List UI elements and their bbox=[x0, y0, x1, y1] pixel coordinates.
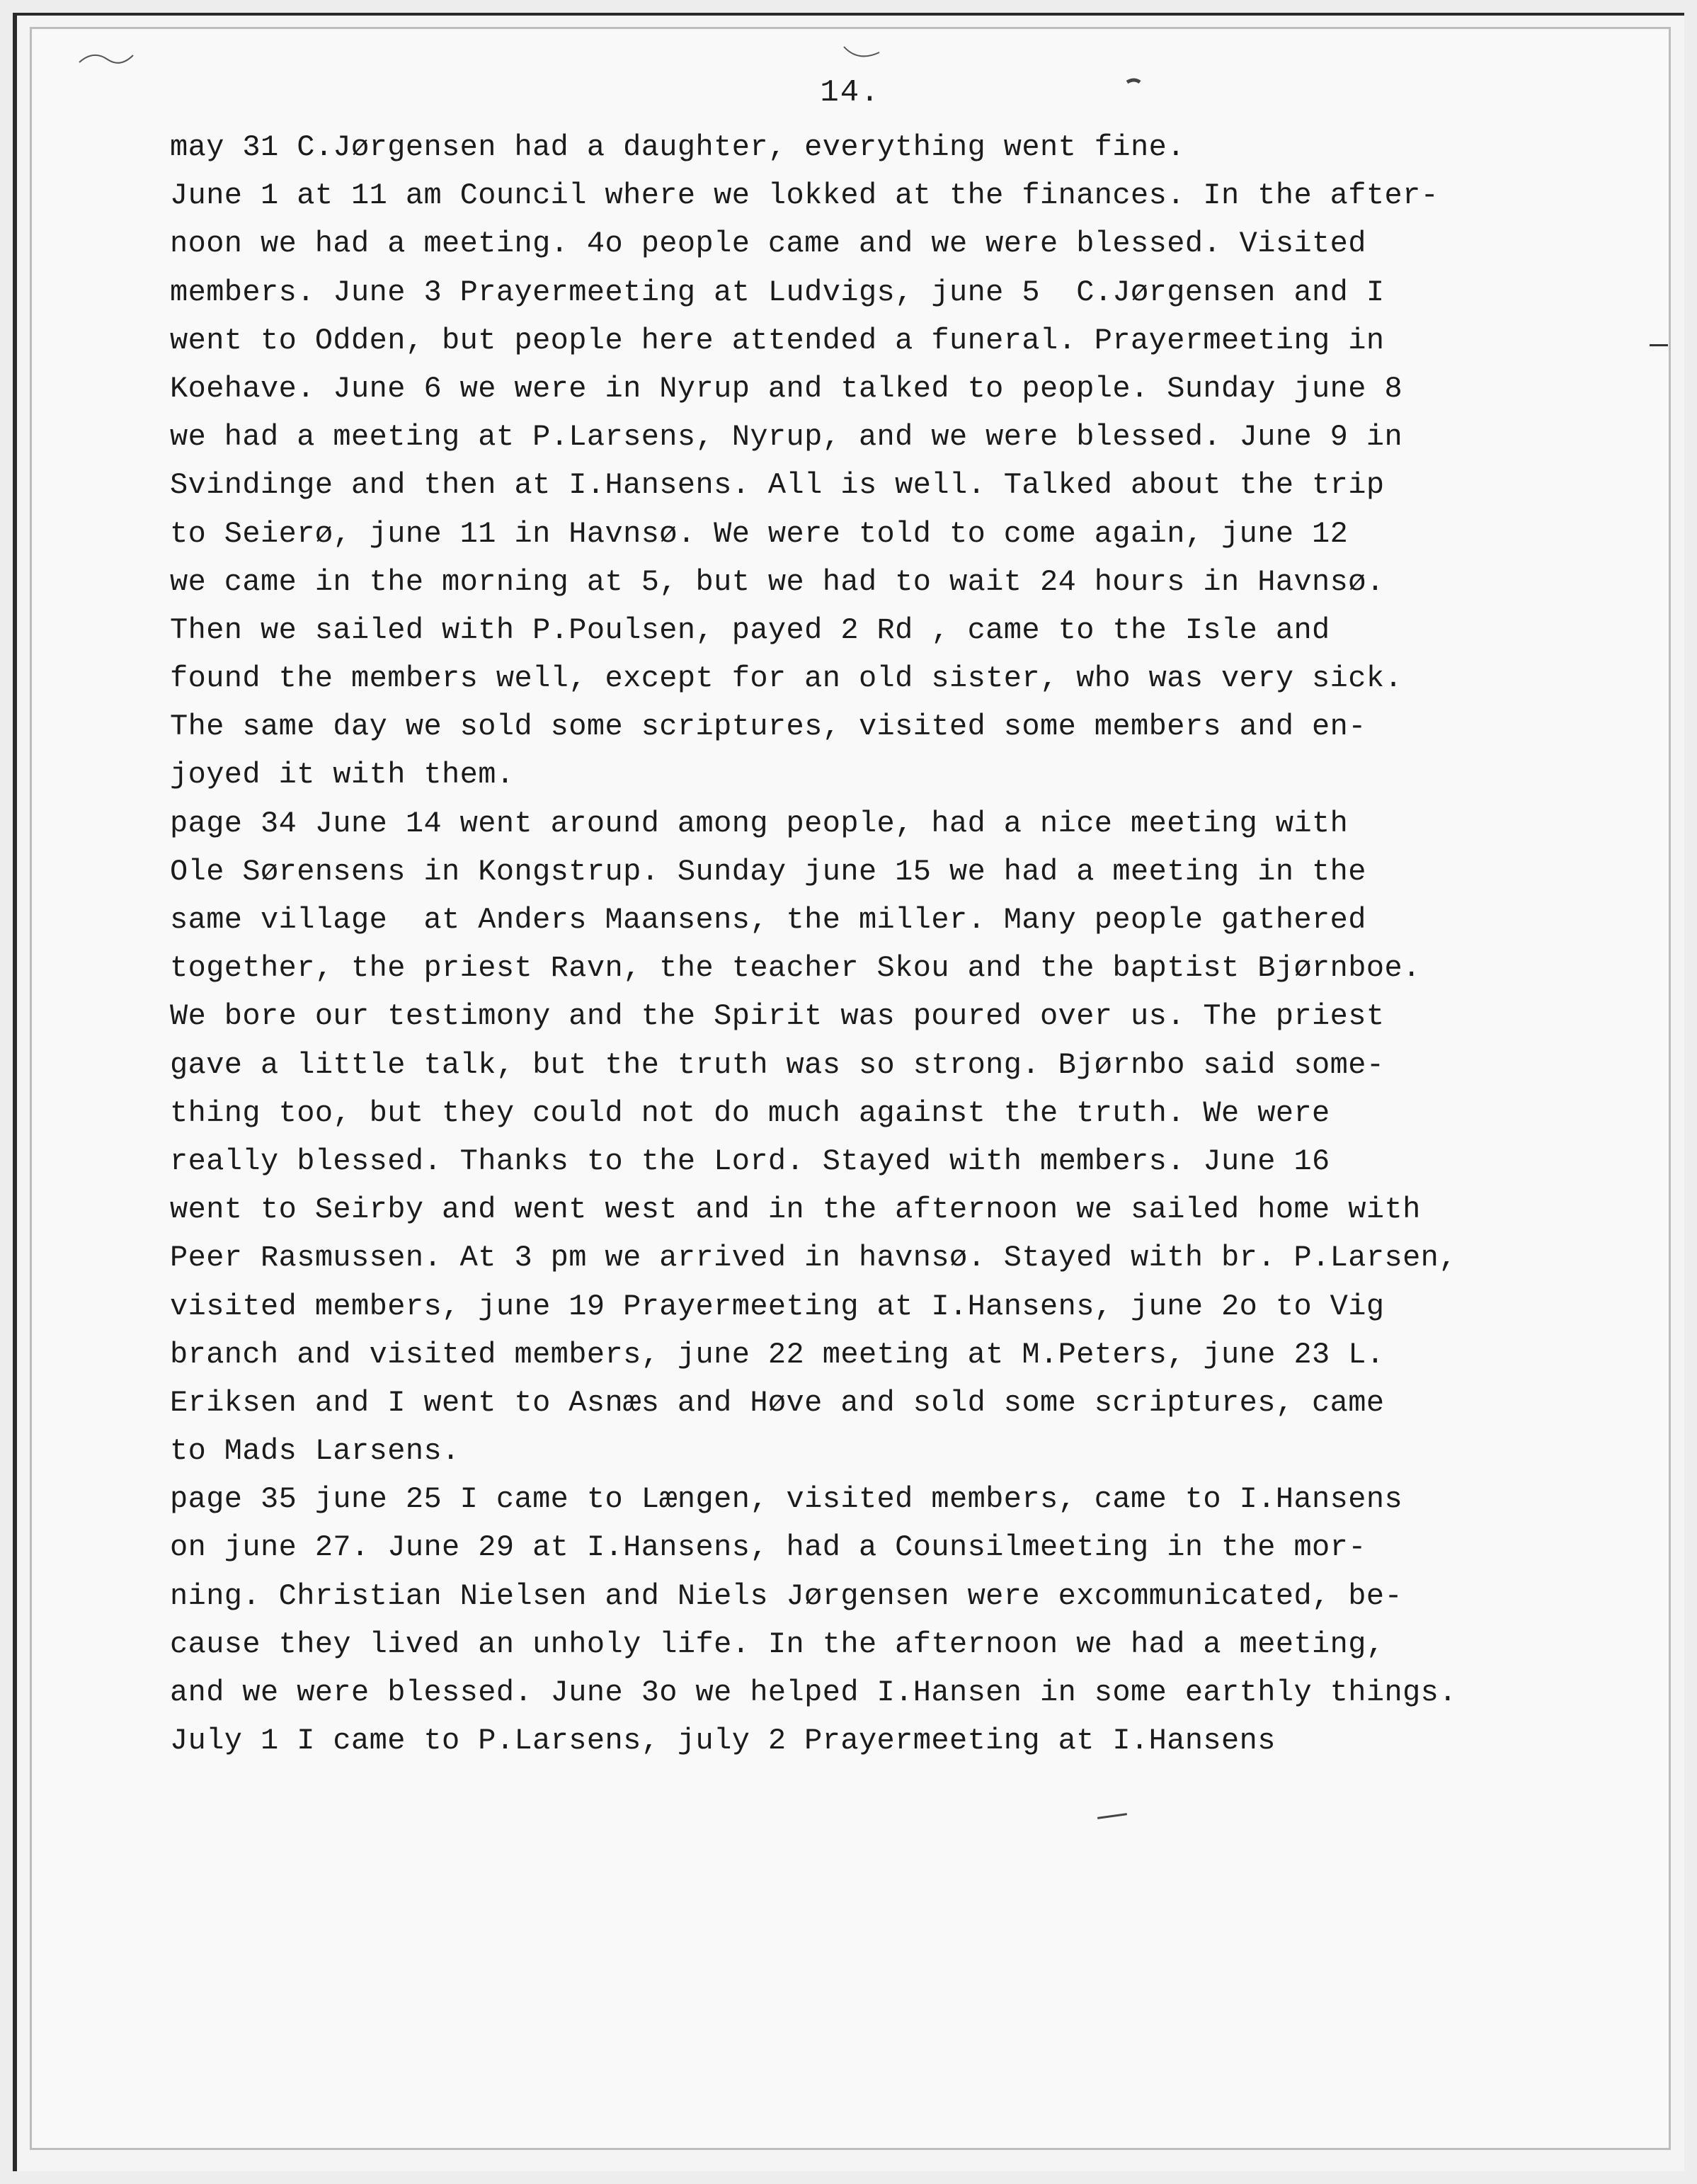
text-line: ning. Christian Nielsen and Niels Jørgensen were excommunicated, be- bbox=[170, 1579, 1403, 1613]
text-line: Ole Sørensens in Kongstrup. Sunday june 15 we had a meeting in the bbox=[170, 854, 1366, 889]
page-number: 14. bbox=[820, 75, 881, 110]
text-line: thing too, but they could not do much against the truth. We were bbox=[170, 1096, 1330, 1130]
text-line: on june 27. June 29 at I.Hansens, had a Counsilmeeting in the mor- bbox=[170, 1530, 1366, 1565]
text-line: page 35 june 25 I came to Længen, visited members, came to I.Hansens bbox=[170, 1482, 1403, 1517]
text-line: Koehave. June 6 we were in Nyrup and talked to people. Sunday june 8 bbox=[170, 371, 1403, 406]
text-line: and we were blessed. June 3o we helped I.Hansen in some earthly things. bbox=[170, 1676, 1457, 1710]
text-line: members. June 3 Prayermeeting at Ludvigs, june 5 C.Jørgensen and I bbox=[170, 275, 1385, 309]
text-line: noon we had a meeting. 4o people came and we were blessed. Visited bbox=[170, 227, 1366, 261]
text-line: went to Odden, but people here attended a funeral. Prayermeeting in bbox=[170, 323, 1385, 358]
text-line: visited members, june 19 Prayermeeting at I.Hansens, june 2o to Vig bbox=[170, 1289, 1385, 1324]
pen-mark bbox=[1097, 1813, 1127, 1819]
text-line: The same day we sold some scriptures, visited some members and en- bbox=[170, 710, 1366, 744]
text-line: July 1 I came to P.Larsens, july 2 Prayermeeting at I.Hansens bbox=[170, 1724, 1276, 1758]
text-line: really blessed. Thanks to the Lord. Stayed with members. June 16 bbox=[170, 1144, 1330, 1178]
text-line: we had a meeting at P.Larsens, Nyrup, and we were blessed. June 9 in bbox=[170, 420, 1403, 455]
text-line: joyed it with them. bbox=[170, 758, 515, 792]
text-line: Then we sailed with P.Poulsen, payed 2 Rd , came to the Isle and bbox=[170, 613, 1330, 647]
typed-body-text bbox=[170, 123, 1657, 1765]
text-line: went to Seirby and went west and in the afternoon we sailed home with bbox=[170, 1193, 1421, 1227]
text-line: cause they lived an unholy life. In the afternoon we had a meeting, bbox=[170, 1627, 1385, 1661]
text-line: together, the priest Ravn, the teacher Skou and the baptist Bjørnboe. bbox=[170, 951, 1421, 986]
text-line: page 34 June 14 went around among people, had a nice meeting with bbox=[170, 806, 1349, 841]
text-line: branch and visited members, june 22 meeting at M.Peters, june 23 L. bbox=[170, 1337, 1385, 1372]
text-line: to Mads Larsens. bbox=[170, 1434, 460, 1469]
text-line: Peer Rasmussen. At 3 pm we arrived in havnsø. Stayed with br. P.Larsen, bbox=[170, 1241, 1457, 1275]
text-line: found the members well, except for an old sister, who was very sick. bbox=[170, 661, 1403, 696]
document-page bbox=[30, 27, 1671, 2150]
text-line: June 1 at 11 am Council where we lokked at the finances. In the after- bbox=[170, 178, 1439, 213]
text-line: to Seierø, june 11 in Havnsø. We were told to come again, june 12 bbox=[170, 516, 1349, 551]
text-line: we came in the morning at 5, but we had to wait 24 hours in Havnsø. bbox=[170, 564, 1385, 599]
text-line: gave a little talk, but the truth was so strong. Bjørnbo said some- bbox=[170, 1047, 1385, 1082]
margin-mark bbox=[1650, 344, 1668, 346]
text-line: We bore our testimony and the Spirit was poured over us. The priest bbox=[170, 999, 1385, 1034]
text-line: Eriksen and I went to Asnæs and Høve and sold some scriptures, came bbox=[170, 1385, 1385, 1420]
text-line: Svindinge and then at I.Hansens. All is well. Talked about the trip bbox=[170, 468, 1385, 503]
text-line: same village at Anders Maansens, the miller. Many people gathered bbox=[170, 903, 1366, 937]
text-line: may 31 C.Jørgensen had a daughter, everything went fine. bbox=[170, 130, 1185, 164]
